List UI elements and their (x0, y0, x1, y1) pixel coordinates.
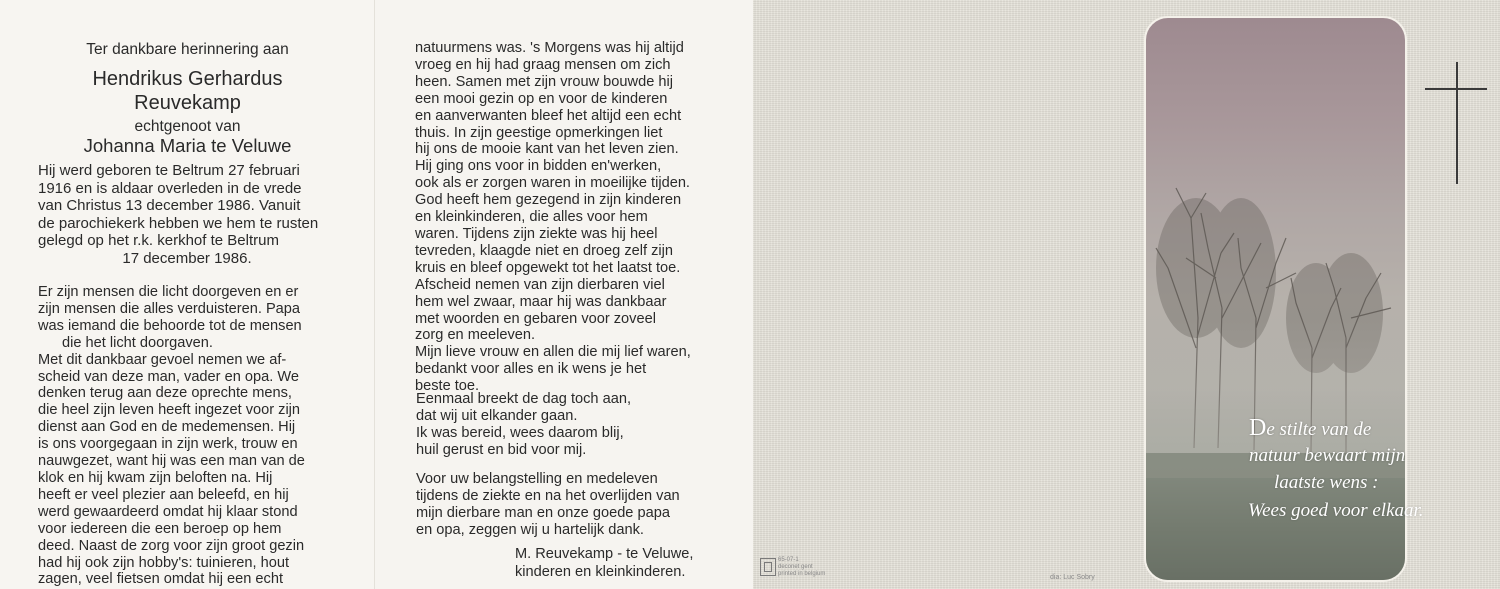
poem-line: huil gerust en bid voor mij. (416, 441, 587, 458)
text-line: hij ons de mooie kant van het leven zien. (415, 141, 679, 158)
verse-line-3: laatste wens : (1274, 472, 1379, 493)
cross-icon (1456, 62, 1458, 184)
thanks-paragraph (416, 471, 712, 539)
text-line: ook als er zorgen waren in moeilijke tijden. (415, 175, 690, 192)
text-line: zagen, veel fietsen omdat hij een echt (38, 571, 284, 588)
text-line: nauwgezet, want hij was een man van de (38, 453, 305, 470)
verse-text: e stilte van de (1266, 419, 1372, 440)
text-line: deed. Naast de zorg voor zijn groot gezin (38, 537, 305, 554)
text-line: Hij ging ons voor in bidden en'werken, (415, 158, 662, 175)
photo-credit: dia: Luc Sobry (1050, 574, 1095, 581)
birth-death-paragraph (38, 162, 336, 268)
text-line: Met dit dankbaar gevoel nemen we af- (38, 351, 287, 368)
text-line: tevreden, klaagde niet en droeg zelf zijn (415, 242, 673, 259)
text-line: vroeg en hij had graag mensen om zich (415, 56, 671, 73)
spouse-name: Johanna Maria te Veluwe (83, 135, 292, 156)
signature-line: M. Reuvekamp - te Veluwe, (515, 546, 694, 562)
text-line: voor iedereen die een beroep op hem (38, 520, 282, 537)
poem-line: Eenmaal breekt de dag toch aan, (416, 391, 632, 407)
verse-line-1 (1249, 415, 1371, 443)
text-line: thuis. In zijn geestige opmerkingen liet (415, 124, 663, 141)
spouse-intro: echtgenoot van (134, 118, 241, 135)
text-line: bedankt voor alles en ik wens je het (415, 361, 647, 378)
text-line: die het licht doorgaven. (62, 334, 213, 351)
text-line: natuurmens was. 's Morgens was hij altijd (415, 40, 684, 56)
text-line: waren. Tijdens zijn ziekte was hij heel (415, 225, 658, 242)
publisher-code: 65-07-1 (778, 557, 799, 563)
text-line: Afscheid nemen van zijn dierbaren viel (415, 276, 665, 293)
text-line: had hij ook zijn hobby's: tuinieren, hout (38, 554, 290, 571)
text-line: en kleinkinderen, die alles voor hem (415, 209, 648, 226)
signature-line: kinderen en kleinkinderen. (515, 564, 686, 580)
text-line: kruis en bleef opgewekt tot het laatst toe. (415, 259, 681, 276)
text-line: dienst aan God en de medemensen. Hij (38, 419, 296, 436)
text-line: met woorden en gebaren voor zoveel (415, 310, 656, 327)
publisher-logo-icon (760, 558, 776, 576)
text-line: 17 december 1986. (122, 249, 252, 267)
text-line: klok en hij kwam zijn beloften na. Hij (38, 469, 273, 486)
publisher-name: deconet gent (778, 564, 813, 570)
text-line: heeft er veel plezier aan beleefd, en hij (38, 486, 289, 503)
text-line: van Christus 13 december 1986. Vanuit (38, 197, 301, 215)
tribute-continuation (415, 40, 711, 395)
verse-line-2: natuur bewaart mijn (1249, 445, 1406, 466)
deceased-name-line2: Reuvekamp (134, 92, 241, 114)
intro-text: Ter dankbare herinnering aan (86, 41, 289, 58)
text-line: tijdens de ziekte en na het overlijden van (416, 487, 680, 504)
text-line: zorg en meeleven. (415, 327, 536, 344)
printed-in: printed in belgium (778, 571, 826, 577)
cover-page (753, 0, 1500, 589)
text-line: heen. Samen met zijn vrouw bouwde hij (415, 73, 673, 90)
verse-line-4: Wees goed voor elkaar. (1248, 500, 1424, 521)
deceased-name-line1: Hendrikus Gerhardus (92, 68, 283, 90)
text-line: die heel zijn leven heeft ingezet voor zijn (38, 402, 301, 419)
text-line: de parochiekerk hebben we hem te rusten (38, 214, 319, 232)
text-line: hem wel zwaar, maar hij was dankbaar (415, 293, 667, 310)
middle-page (375, 0, 753, 589)
text-line: God heeft hem gezegend in zijn kinderen (415, 192, 682, 209)
text-line: Er zijn mensen die licht doorgeven en er (38, 284, 299, 300)
text-line: een mooi gezin op en voor de kinderen (415, 90, 668, 107)
text-line: zijn mensen die alles verduisteren. Papa (38, 300, 301, 317)
text-line: en opa, zeggen wij u hartelijk dank. (416, 521, 644, 538)
poem (416, 391, 712, 459)
text-line: denken terug aan deze oprechte mens, (38, 385, 292, 402)
signature (515, 545, 715, 581)
text-line: Mijn lieve vrouw en allen die mij lief waren, (415, 344, 691, 361)
text-line: is ons voorgegaan in zijn werk, trouw en (38, 436, 298, 453)
poem-line: Ik was bereid, wees daarom blij, (416, 424, 624, 441)
text-line: was iemand die behoorde tot de mensen (38, 317, 302, 334)
text-line: gelegd op het r.k. kerkhof te Beltrum (38, 232, 279, 250)
text-line: 1916 en is aldaar overleden in de vrede (38, 179, 302, 197)
text-line: Hij werd geboren te Beltrum 27 februari (38, 162, 300, 179)
left-page (0, 0, 375, 589)
text-line: werd gewaardeerd omdat hij klaar stond (38, 503, 298, 520)
poem-line: dat wij uit elkander gaan. (416, 407, 578, 424)
text-line: beste toe. (415, 378, 480, 395)
text-line: en aanverwanten bleef het altijd een echt (415, 107, 682, 124)
tribute-paragraph (38, 284, 336, 588)
cross-icon (1425, 88, 1487, 90)
text-line: mijn dierbare man en onze goede papa (416, 504, 670, 521)
text-line: scheid van deze man, vader en opa. We (38, 368, 299, 385)
verse-capital: D (1249, 415, 1267, 441)
text-line: Voor uw belangstelling en medeleven (416, 471, 658, 487)
